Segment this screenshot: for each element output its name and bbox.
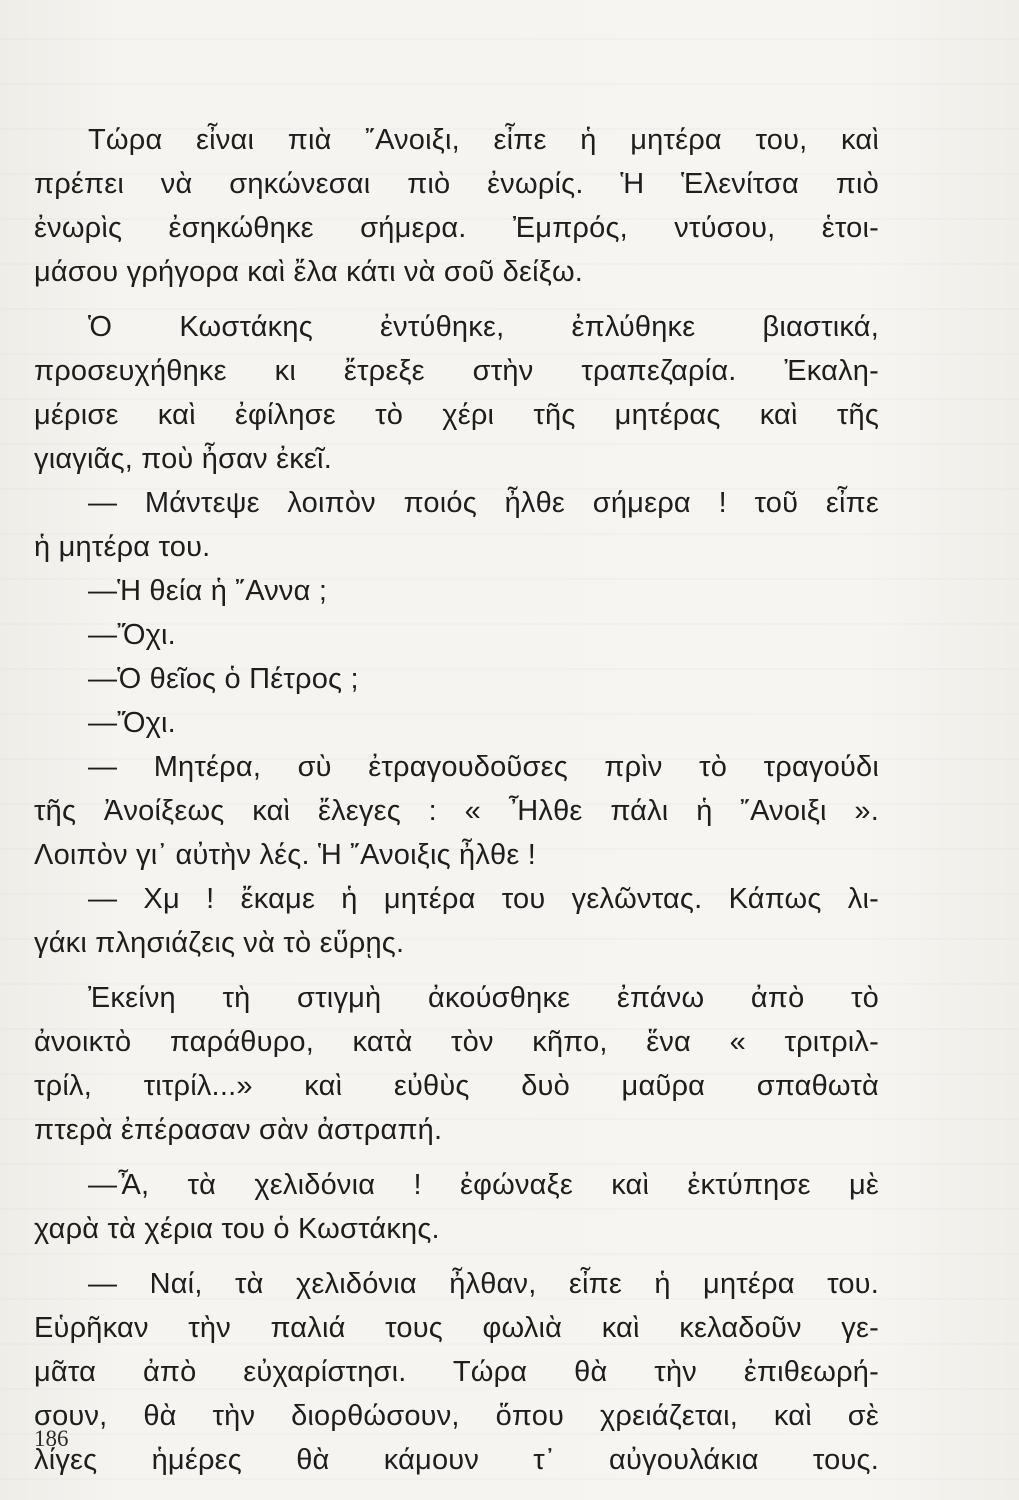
text-line: τρίλ, τιτρίλ...» καὶ εὐθὺς δυὸ μαῦρα σπαθωτὰ — [34, 1070, 879, 1102]
text-line: —Ὄχι. — [88, 619, 176, 651]
text-line: —Ὁ θεῖος ὁ Πέτρος ; — [88, 663, 359, 695]
text-line: μᾶτα ἀπὸ εὐχαρίστησι. Τώρα θὰ τὴν ἐπιθεωρή- — [34, 1356, 879, 1388]
text-line: Εὑρῆκαν τὴν παλιά τους φωλιὰ καὶ κελαδοῦν γε- — [34, 1312, 879, 1344]
text-line: — Χμ ! ἔκαμε ἡ μητέρα του γελῶντας. Κάπως λι- — [88, 883, 879, 915]
text-line: ἐνωρὶς ἐσηκώθηκε σήμερα. Ἐμπρός, ντύσου, ἑτοι- — [34, 212, 879, 244]
text-line: γάκι πλησιάζεις νὰ τὸ εὕρῃς. — [34, 927, 405, 959]
text-line: προσευχήθηκε κι ἔτρεξε στὴν τραπεζαρία. Ἐκαλη- — [34, 355, 879, 387]
text-line: ἡ μητέρα του. — [34, 531, 211, 563]
text-line: — Ναί, τὰ χελιδόνια ἦλθαν, εἶπε ἡ μητέρα του. — [88, 1268, 879, 1300]
text-line: πτερὰ ἐπέρασαν σὰν ἀστραπή. — [34, 1114, 443, 1146]
text-line: ἀνοικτὸ παράθυρο, κατὰ τὸν κῆπο, ἕνα « τριτριλ- — [34, 1026, 879, 1058]
text-line: —Ὄχι. — [88, 707, 176, 739]
text-line: μάσου γρήγορα καὶ ἔλα κάτι νὰ σοῦ δείξω. — [34, 256, 584, 288]
page-number: 186 — [34, 1426, 69, 1451]
text-line: τῆς Ἀνοίξεως καὶ ἔλεγες : « Ἦλθε πάλι ἡ ῎Ανοιξι ». — [34, 795, 879, 827]
text-line: λίγες ἡμέρες θὰ κάμουν τ᾽ αὐγουλάκια τους. — [34, 1444, 879, 1476]
text-line: μέρισε καὶ ἐφίλησε τὸ χέρι τῆς μητέρας καὶ τῆς — [34, 399, 879, 431]
text-line: γιαγιᾶς, ποὺ ἦσαν ἐκεῖ. — [34, 443, 332, 475]
text-column — [34, 118, 879, 1482]
text-line: Ὁ Κωστάκης ἐντύθηκε, ἐπλύθηκε βιαστικά, — [88, 311, 879, 343]
text-line: —Ἆ, τὰ χελιδόνια ! ἐφώναξε καὶ ἐκτύπησε μὲ — [88, 1169, 879, 1201]
text-line: Ἐκείνη τὴ στιγμὴ ἀκούσθηκε ἐπάνω ἀπὸ τὸ — [88, 982, 879, 1014]
text-line: πρέπει νὰ σηκώνεσαι πιὸ ἐνωρίς. Ἡ Ἑλενίτσα πιὸ — [34, 168, 879, 200]
text-line: σουν, θὰ τὴν διορθώσουν, ὅπου χρειάζεται, καὶ σὲ — [34, 1400, 879, 1432]
text-line: Λοιπὸν γι᾽ αὐτὴν λές. Ἡ ῎Ανοιξις ἦλθε ! — [34, 839, 537, 871]
text-line: — Μάντεψε λοιπὸν ποιός ἦλθε σήμερα ! τοῦ εἶπε — [88, 487, 879, 519]
text-line: — Μητέρα, σὺ ἐτραγουδοῦσες πρὶν τὸ τραγούδι — [88, 751, 879, 783]
text-line: χαρὰ τὰ χέρια του ὁ Κωστάκης. — [34, 1213, 440, 1245]
text-line: Τώρα εἶναι πιὰ ῎Ανοιξι, εἶπε ἡ μητέρα του, καὶ — [88, 124, 879, 156]
text-line: —Ἡ θεία ἡ ῎Αννα ; — [88, 575, 328, 607]
